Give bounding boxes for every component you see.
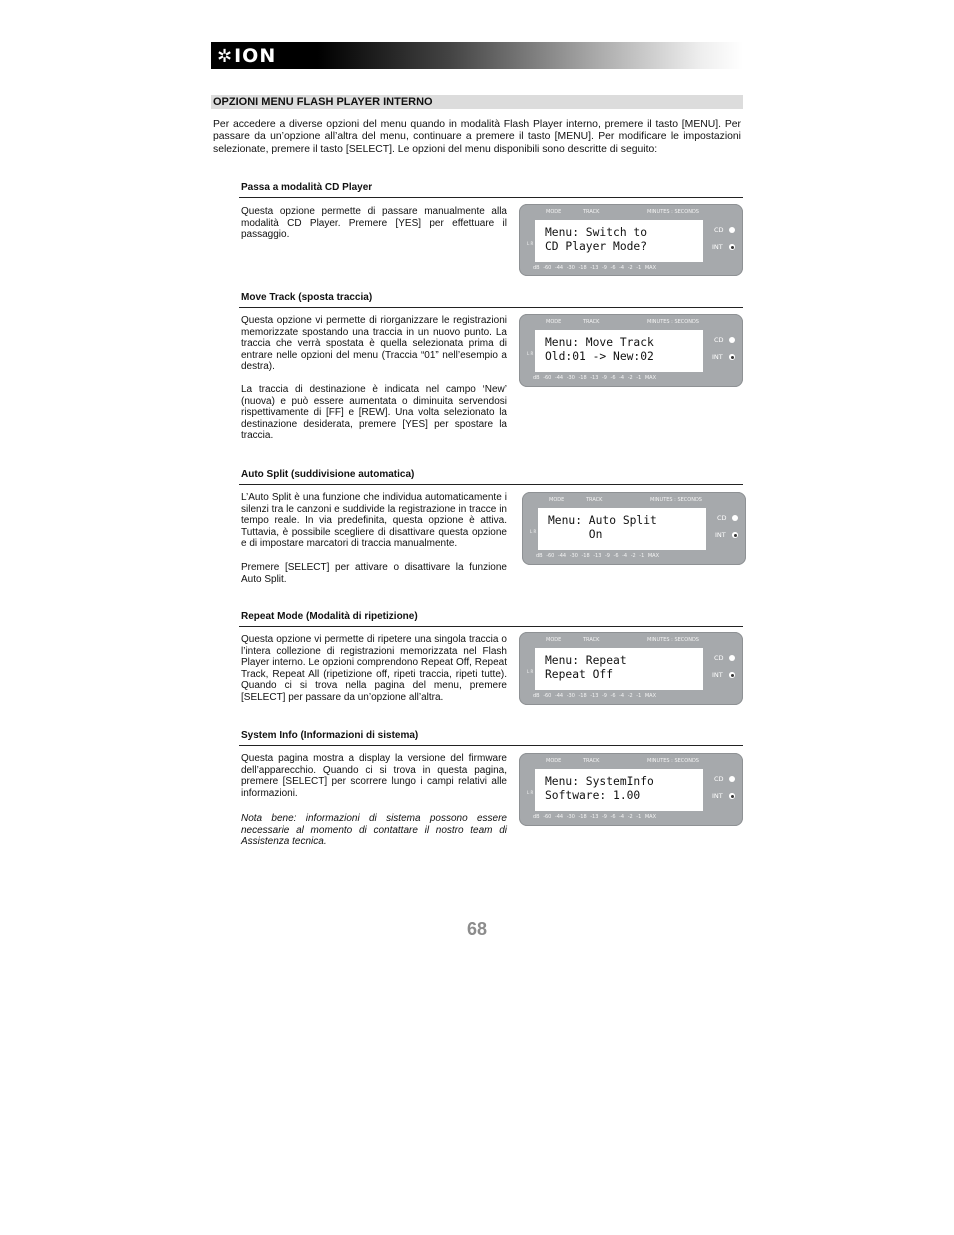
lcd-label-channels: L R	[527, 241, 534, 246]
divider	[239, 197, 743, 198]
lcd-indicator-cd: CD	[714, 226, 724, 234]
lcd-label-track: TRACK	[583, 637, 600, 643]
intro-paragraph: Per accedere a diverse opzioni del menu quando in modalità Flash Player interno, premere il tasto [MENU]. Per passare da un’opzione all’altra del menu, continuare a premere il tasto [MENU]. Per modificare le impostazioni selezionate, premere il tasto [SELECT]. Le opzioni del menu disponibili sono descritte di seguito:	[213, 119, 741, 155]
lcd-display-cd-player	[519, 204, 743, 276]
cd-led-icon	[729, 655, 735, 661]
lcd-label-channels: L R	[527, 790, 534, 795]
system-info-note: Nota bene: informazioni di sistema possono essere necessarie al momento di contattare il nostro team di Assistenza tecnica.	[241, 813, 507, 848]
lcd-display-move-track	[519, 314, 743, 387]
int-led-icon	[729, 793, 735, 799]
lcd-db-scale: dB -60 -44 -30 -18 -13 -9 -6 -4 -2 -1 MAX	[536, 553, 660, 559]
lcd-label-minutes-seconds: MINUTES : SECONDS	[650, 497, 702, 503]
option-text-cd-player: Questa opzione permette di passare manualmente alla modalità CD Player. Premere [YES] per effettuare il passaggio.	[241, 206, 507, 241]
lcd-label-track: TRACK	[583, 319, 600, 325]
lcd-label-mode: MODE	[546, 319, 562, 325]
ion-logo	[217, 45, 276, 66]
lcd-indicator-int: INT	[712, 792, 723, 800]
option-text-move-track-1: Questa opzione vi permette di riorganizzare le registrazioni memorizzate spostando una traccia in un nuovo punto. La traccia che verrà spostata è quella selezionata prima di entrare nelle opzioni del menu (Traccia “01” nell’esempio a destra).	[241, 315, 507, 373]
lcd-line-2: Old:01 -> New:02	[545, 350, 654, 363]
lcd-line-2: On	[548, 528, 603, 541]
divider	[239, 745, 743, 746]
lcd-indicator-int: INT	[712, 353, 723, 361]
lcd-label-track: TRACK	[586, 497, 603, 503]
lcd-screen	[535, 220, 703, 262]
lcd-db-scale: dB -60 -44 -30 -18 -13 -9 -6 -4 -2 -1 MAX	[533, 375, 657, 381]
lcd-db-scale: dB -60 -44 -30 -18 -13 -9 -6 -4 -2 -1 MAX	[533, 693, 657, 699]
divider	[239, 307, 743, 308]
int-led-icon	[729, 672, 735, 678]
lcd-line-1: Menu: Auto Split	[548, 514, 657, 527]
lcd-label-channels: L R	[527, 351, 534, 356]
cd-led-icon	[729, 227, 735, 233]
section-title: OPZIONI MENU FLASH PLAYER INTERNO	[213, 96, 433, 108]
section-header	[211, 95, 743, 109]
option-text-move-track-2: La traccia di destinazione è indicata nel campo ‘New’ (nuova) e può essere aumentata o diminuita servendosi rispettivamente di [FF] e [REW]. Una volta selezionato la destinazione desiderata, premere [YES] per spostare la traccia.	[241, 384, 507, 442]
lcd-line-1: Menu: SystemInfo	[545, 775, 654, 788]
lcd-label-mode: MODE	[546, 758, 562, 764]
option-title-auto-split: Auto Split (suddivisione automatica)	[241, 469, 415, 480]
option-text-system-info: Questa pagina mostra a display la versione del firmware dell’apparecchio. Quando ci si trova in questa pagina, premere [SELECT] per scorrere lungo i campi relativi alle informazioni.	[241, 753, 507, 799]
lcd-indicator-cd: CD	[714, 336, 724, 344]
lcd-indicator-cd: CD	[714, 775, 724, 783]
divider	[239, 484, 743, 485]
lcd-label-mode: MODE	[549, 497, 565, 503]
option-title-system-info: System Info (Informazioni di sistema)	[241, 730, 419, 741]
lcd-display-repeat-mode	[519, 632, 743, 705]
page-number: 68	[466, 919, 488, 939]
option-text-repeat-mode: Questa opzione vi permette di ripetere una singola traccia o l’intera collezione di registrazioni memorizzata nel Flash Player interno. Le opzioni comprendono Repeat Off, Repeat Track, Repeat All (ripetizione off, ripeti traccia, ripeti tutte). Quando ci si trova nella pagina del menu, premere [SELECT] per passare da un’opzione all’altra.	[241, 634, 507, 703]
int-led-icon	[729, 244, 735, 250]
lcd-label-mode: MODE	[546, 209, 562, 215]
lcd-indicator-cd: CD	[714, 654, 724, 662]
lcd-line-1: Menu: Move Track	[545, 336, 654, 349]
option-text-auto-split-1: L’Auto Split è una funzione che individua automaticamente i silenzi tra le canzoni e suddivide la registrazione in tracce in tempo reale. In via predefinita, questa opzione è attiva. Tuttavia, è possibile scegliere di disattivare questa opzione e di impostare marcatori di traccia manualmente.	[241, 492, 507, 550]
option-text-auto-split-2: Premere [SELECT] per attivare o disattivare la funzione Auto Split.	[241, 562, 507, 585]
lcd-label-minutes-seconds: MINUTES : SECONDS	[647, 319, 699, 325]
lcd-indicator-int: INT	[712, 243, 723, 251]
lcd-label-minutes-seconds: MINUTES : SECONDS	[647, 637, 699, 643]
ion-logo-mark-icon: ✲	[217, 45, 233, 66]
divider	[239, 626, 743, 627]
option-title-move-track: Move Track (sposta traccia)	[241, 292, 373, 303]
lcd-line-1: Menu: Repeat	[545, 654, 627, 667]
option-title-repeat-mode: Repeat Mode (Modalità di ripetizione)	[241, 611, 418, 622]
lcd-display-auto-split	[522, 492, 746, 565]
lcd-line-2: Software: 1.00	[545, 789, 641, 802]
lcd-screen	[535, 330, 703, 372]
cd-led-icon	[729, 776, 735, 782]
lcd-label-minutes-seconds: MINUTES : SECONDS	[647, 758, 699, 764]
lcd-screen	[535, 648, 703, 690]
lcd-label-minutes-seconds: MINUTES : SECONDS	[647, 209, 699, 215]
lcd-label-track: TRACK	[583, 209, 600, 215]
lcd-db-scale: dB -60 -44 -30 -18 -13 -9 -6 -4 -2 -1 MAX	[533, 265, 657, 271]
ion-logo-text: ION	[234, 44, 277, 67]
lcd-screen	[538, 508, 706, 550]
lcd-indicator-int: INT	[715, 531, 726, 539]
header-bar	[211, 42, 743, 69]
lcd-indicator-cd: CD	[717, 514, 727, 522]
lcd-line-2: CD Player Mode?	[545, 240, 648, 253]
cd-led-icon	[729, 337, 735, 343]
int-led-icon	[729, 354, 735, 360]
lcd-line-2: Repeat Off	[545, 668, 614, 681]
lcd-label-channels: L R	[527, 669, 534, 674]
lcd-label-channels: L R	[530, 529, 537, 534]
lcd-label-track: TRACK	[583, 758, 600, 764]
lcd-screen	[535, 769, 703, 811]
lcd-indicator-int: INT	[712, 671, 723, 679]
lcd-db-scale: dB -60 -44 -30 -18 -13 -9 -6 -4 -2 -1 MAX	[533, 814, 657, 820]
lcd-line-1: Menu: Switch to	[545, 226, 648, 239]
int-led-icon	[732, 532, 738, 538]
cd-led-icon	[732, 515, 738, 521]
option-title-cd-player: Passa a modalità CD Player	[241, 182, 373, 193]
lcd-label-mode: MODE	[546, 637, 562, 643]
lcd-display-system-info	[519, 753, 743, 826]
